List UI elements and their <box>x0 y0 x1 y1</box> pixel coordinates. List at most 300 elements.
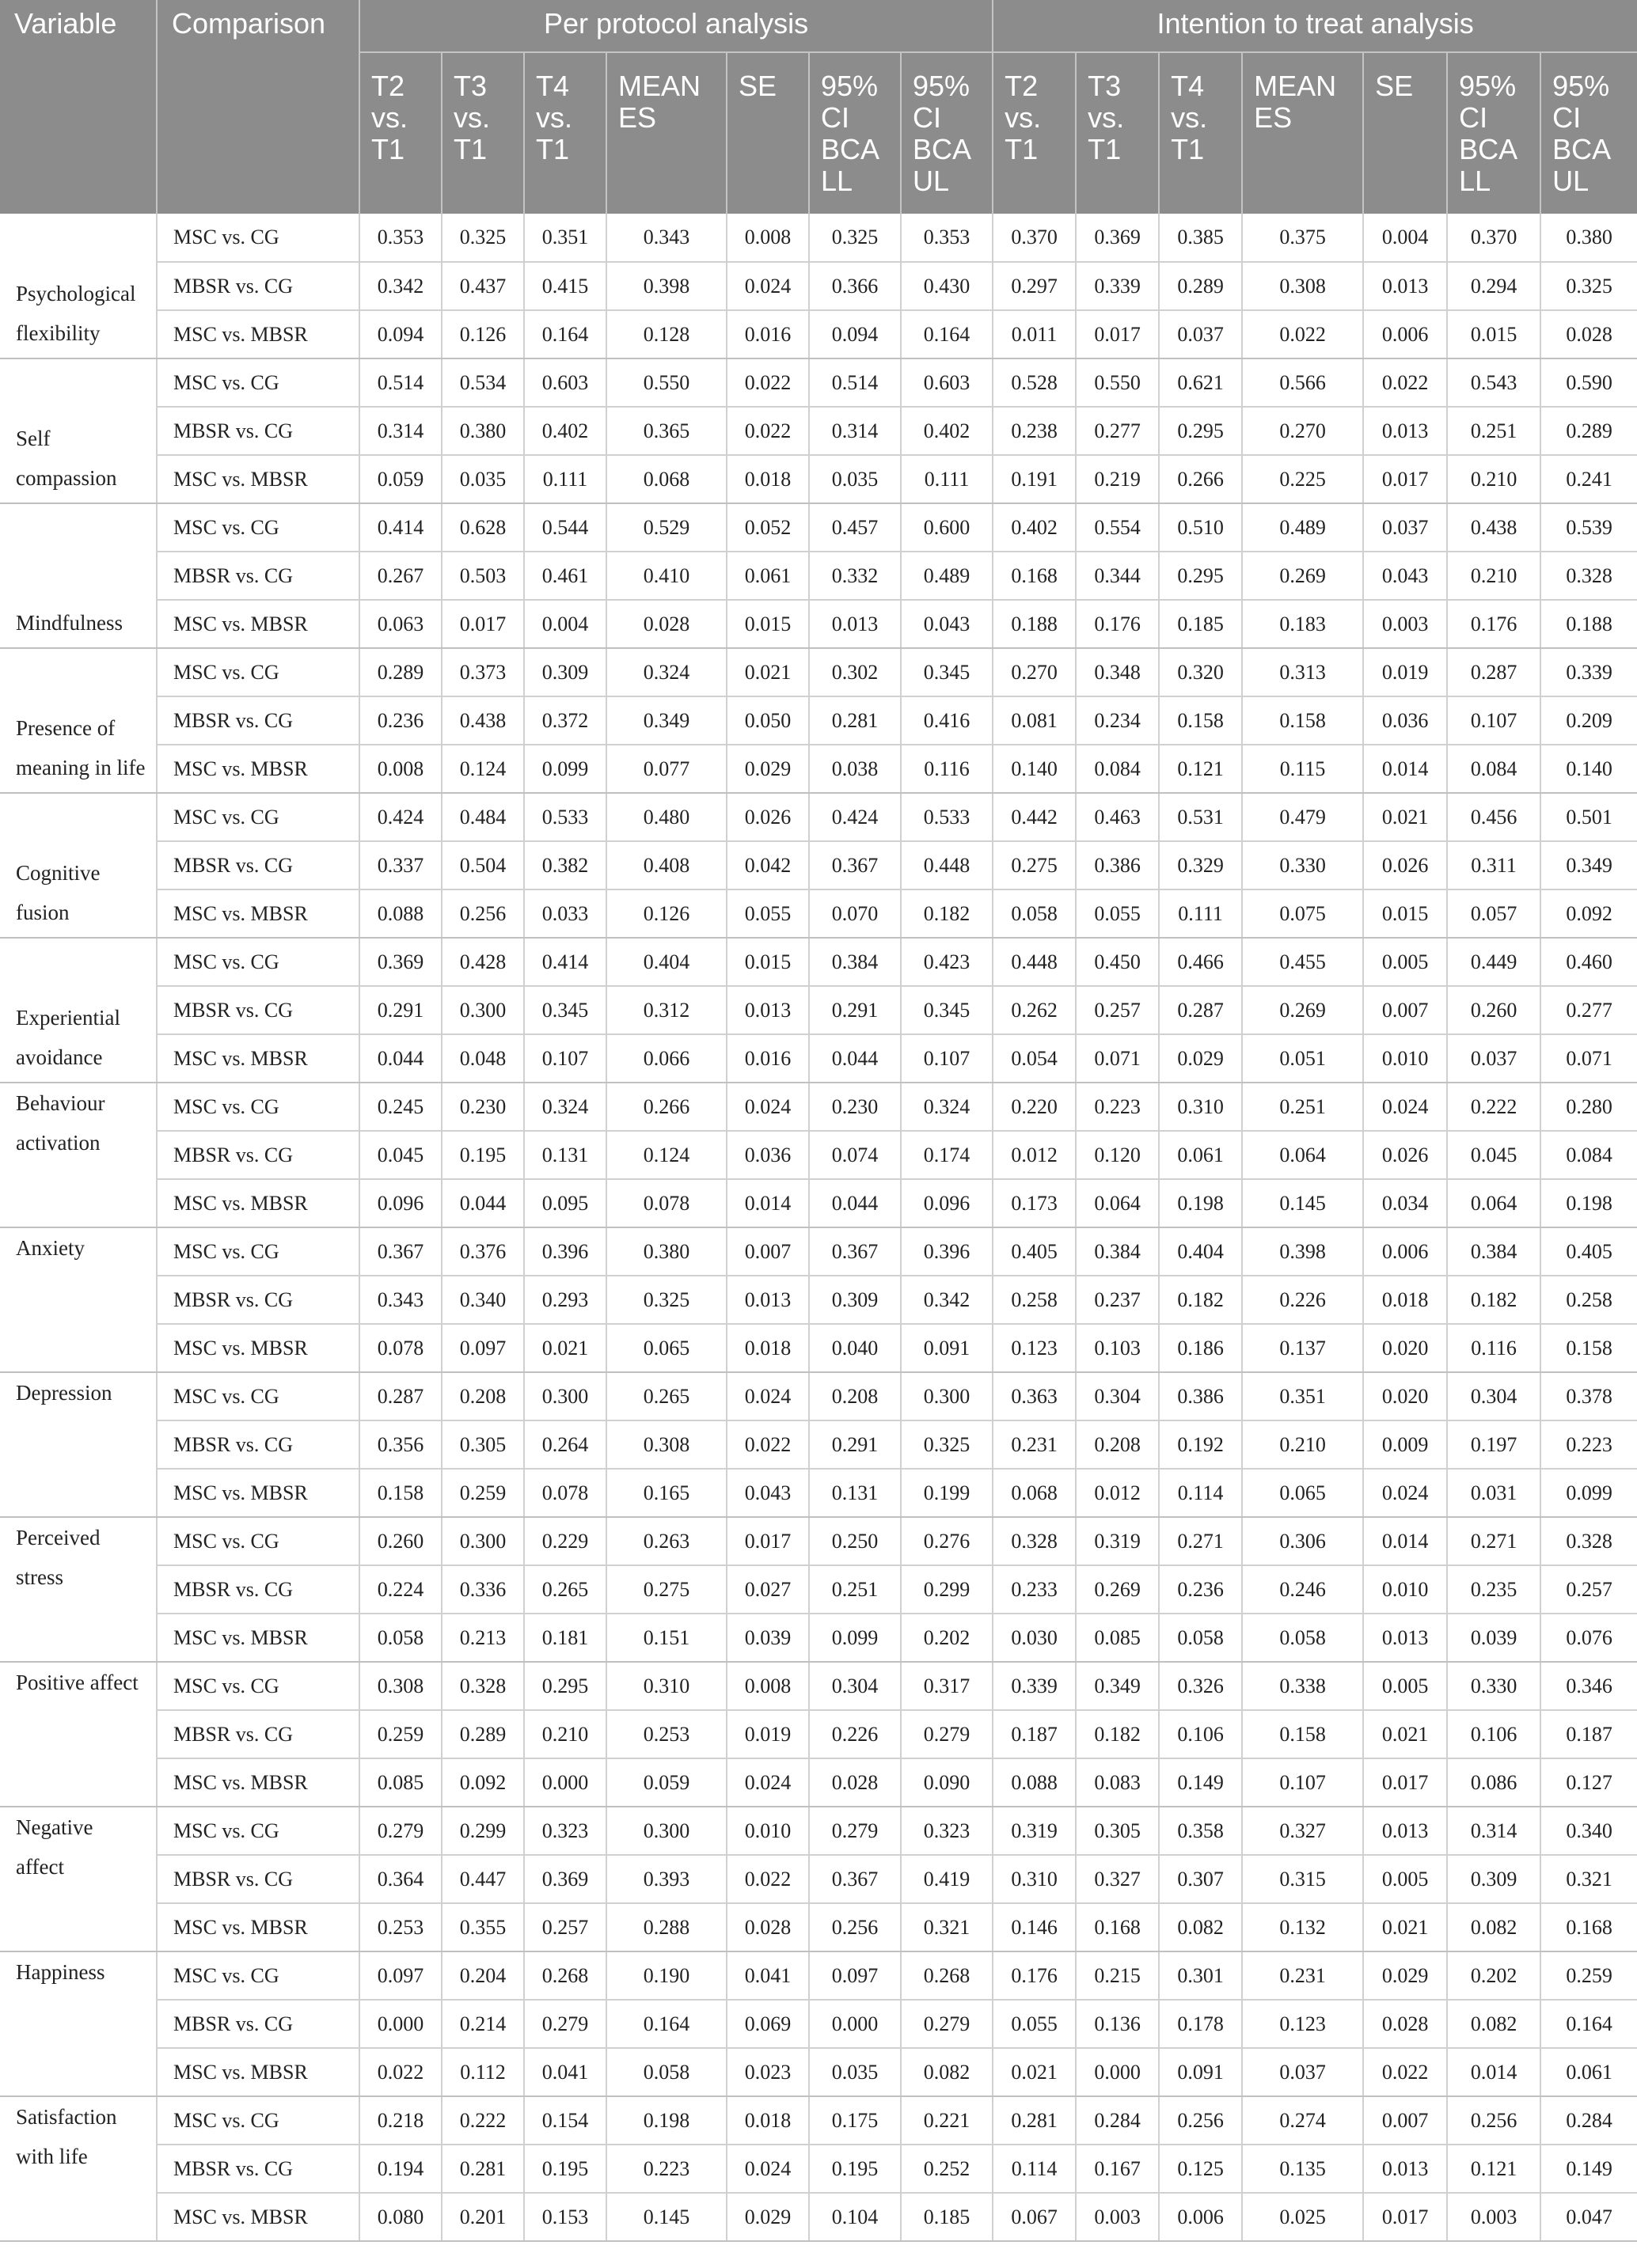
table-row <box>0 1855 1637 1903</box>
value-cell: 0.314 <box>809 407 901 455</box>
value-cell: 0.107 <box>901 1034 993 1083</box>
value-cell: 0.353 <box>901 214 993 262</box>
value-cell: 0.036 <box>727 1131 809 1179</box>
value-cell: 0.003 <box>1447 2193 1540 2241</box>
value-cell: 0.030 <box>993 1614 1076 1662</box>
value-cell: 0.121 <box>1159 745 1242 793</box>
value-cell: 0.294 <box>1447 262 1540 310</box>
value-cell: 0.323 <box>524 1807 606 1855</box>
comparison-cell: MSC vs. MBSR <box>157 1324 359 1372</box>
variable-cell: Presence of meaning in life <box>0 648 157 793</box>
value-cell: 0.320 <box>1159 648 1242 696</box>
value-cell: 0.233 <box>993 1565 1076 1614</box>
value-cell: 0.164 <box>1540 2000 1637 2048</box>
value-cell: 0.081 <box>993 696 1076 745</box>
value-cell: 0.048 <box>442 1034 524 1083</box>
table-row <box>0 986 1637 1034</box>
comparison-cell: MSC vs. CG <box>157 1227 359 1276</box>
value-cell: 0.236 <box>359 696 442 745</box>
value-cell: 0.484 <box>442 793 524 841</box>
value-cell: 0.603 <box>901 358 993 407</box>
value-cell: 0.182 <box>1447 1276 1540 1324</box>
value-cell: 0.014 <box>1363 745 1447 793</box>
value-cell: 0.063 <box>359 600 442 648</box>
value-cell: 0.176 <box>1447 600 1540 648</box>
value-cell: 0.353 <box>359 214 442 262</box>
value-cell: 0.279 <box>809 1807 901 1855</box>
value-cell: 0.489 <box>901 552 993 600</box>
subheader-pp-1: T3 vs. T1 <box>442 52 524 214</box>
value-cell: 0.058 <box>1242 1614 1363 1662</box>
value-cell: 0.188 <box>1540 600 1637 648</box>
value-cell: 0.215 <box>1076 1951 1159 2000</box>
value-cell: 0.287 <box>1447 648 1540 696</box>
value-cell: 0.092 <box>442 1758 524 1807</box>
value-cell: 0.287 <box>359 1372 442 1420</box>
table-row <box>0 310 1637 358</box>
value-cell: 0.428 <box>442 938 524 986</box>
value-cell: 0.351 <box>1242 1372 1363 1420</box>
value-cell: 0.208 <box>1076 1420 1159 1469</box>
value-cell: 0.393 <box>606 1855 727 1903</box>
value-cell: 0.252 <box>901 2145 993 2193</box>
value-cell: 0.084 <box>1076 745 1159 793</box>
value-cell: 0.005 <box>1363 1855 1447 1903</box>
value-cell: 0.198 <box>1540 1179 1637 1227</box>
value-cell: 0.237 <box>1076 1276 1159 1324</box>
value-cell: 0.225 <box>1242 455 1363 503</box>
value-cell: 0.031 <box>1447 1469 1540 1517</box>
value-cell: 0.022 <box>727 358 809 407</box>
value-cell: 0.145 <box>606 2193 727 2241</box>
value-cell: 0.534 <box>442 358 524 407</box>
value-cell: 0.061 <box>1540 2048 1637 2096</box>
value-cell: 0.136 <box>1076 2000 1159 2048</box>
value-cell: 0.339 <box>993 1662 1076 1710</box>
value-cell: 0.058 <box>359 1614 442 1662</box>
value-cell: 0.430 <box>901 262 993 310</box>
value-cell: 0.301 <box>1159 1951 1242 2000</box>
table-row <box>0 1276 1637 1324</box>
value-cell: 0.168 <box>1076 1903 1159 1951</box>
value-cell: 0.058 <box>606 2048 727 2096</box>
value-cell: 0.198 <box>1159 1179 1242 1227</box>
table-row <box>0 1807 1637 1855</box>
value-cell: 0.314 <box>359 407 442 455</box>
value-cell: 0.372 <box>524 696 606 745</box>
value-cell: 0.047 <box>1540 2193 1637 2241</box>
value-cell: 0.533 <box>901 793 993 841</box>
value-cell: 0.539 <box>1540 503 1637 552</box>
value-cell: 0.042 <box>727 841 809 889</box>
value-cell: 0.077 <box>606 745 727 793</box>
variable-cell: Positive affect <box>0 1662 157 1807</box>
value-cell: 0.455 <box>1242 938 1363 986</box>
value-cell: 0.260 <box>359 1517 442 1565</box>
value-cell: 0.140 <box>993 745 1076 793</box>
value-cell: 0.007 <box>727 1227 809 1276</box>
value-cell: 0.082 <box>901 2048 993 2096</box>
value-cell: 0.457 <box>809 503 901 552</box>
value-cell: 0.258 <box>1540 1276 1637 1324</box>
value-cell: 0.191 <box>993 455 1076 503</box>
value-cell: 0.043 <box>901 600 993 648</box>
value-cell: 0.324 <box>901 1083 993 1131</box>
value-cell: 0.015 <box>1363 889 1447 938</box>
value-cell: 0.192 <box>1159 1420 1242 1469</box>
value-cell: 0.223 <box>606 2145 727 2193</box>
variable-cell: Perceived stress <box>0 1517 157 1662</box>
value-cell: 0.223 <box>1076 1083 1159 1131</box>
value-cell: 0.424 <box>359 793 442 841</box>
value-cell: 0.268 <box>524 1951 606 2000</box>
comparison-cell: MSC vs. MBSR <box>157 1034 359 1083</box>
variable-cell: Experiential avoidance <box>0 938 157 1083</box>
value-cell: 0.064 <box>1447 1179 1540 1227</box>
value-cell: 0.043 <box>727 1469 809 1517</box>
value-cell: 0.091 <box>1159 2048 1242 2096</box>
header-comparison: Comparison <box>157 0 359 214</box>
value-cell: 0.028 <box>606 600 727 648</box>
value-cell: 0.018 <box>727 2096 809 2145</box>
value-cell: 0.543 <box>1447 358 1540 407</box>
value-cell: 0.311 <box>1447 841 1540 889</box>
value-cell: 0.015 <box>1447 310 1540 358</box>
table-row <box>0 2000 1637 2048</box>
value-cell: 0.328 <box>442 1662 524 1710</box>
value-cell: 0.355 <box>442 1903 524 1951</box>
value-cell: 0.308 <box>606 1420 727 1469</box>
value-cell: 0.158 <box>1242 696 1363 745</box>
value-cell: 0.234 <box>1076 696 1159 745</box>
value-cell: 0.039 <box>727 1614 809 1662</box>
table-row <box>0 455 1637 503</box>
value-cell: 0.075 <box>1242 889 1363 938</box>
comparison-cell: MBSR vs. CG <box>157 2000 359 2048</box>
value-cell: 0.154 <box>524 2096 606 2145</box>
value-cell: 0.386 <box>1076 841 1159 889</box>
value-cell: 0.058 <box>1159 1614 1242 1662</box>
comparison-cell: MBSR vs. CG <box>157 1131 359 1179</box>
value-cell: 0.404 <box>606 938 727 986</box>
subheader-itt-1: T3 vs. T1 <box>1076 52 1159 214</box>
value-cell: 0.328 <box>1540 1517 1637 1565</box>
value-cell: 0.013 <box>809 600 901 648</box>
value-cell: 0.257 <box>1076 986 1159 1034</box>
value-cell: 0.253 <box>359 1903 442 1951</box>
value-cell: 0.396 <box>901 1227 993 1276</box>
value-cell: 0.402 <box>901 407 993 455</box>
value-cell: 0.214 <box>442 2000 524 2048</box>
value-cell: 0.164 <box>606 2000 727 2048</box>
value-cell: 0.369 <box>524 1855 606 1903</box>
value-cell: 0.013 <box>1363 1807 1447 1855</box>
comparison-cell: MSC vs. MBSR <box>157 1758 359 1807</box>
value-cell: 0.300 <box>442 1517 524 1565</box>
value-cell: 0.076 <box>1540 1614 1637 1662</box>
value-cell: 0.281 <box>809 696 901 745</box>
value-cell: 0.000 <box>359 2000 442 2048</box>
value-cell: 0.343 <box>359 1276 442 1324</box>
value-cell: 0.026 <box>1363 1131 1447 1179</box>
value-cell: 0.022 <box>727 1855 809 1903</box>
subheader-pp-3: MEAN ES <box>606 52 727 214</box>
value-cell: 0.317 <box>901 1662 993 1710</box>
value-cell: 0.385 <box>1159 214 1242 262</box>
value-cell: 0.126 <box>442 310 524 358</box>
value-cell: 0.208 <box>809 1372 901 1420</box>
value-cell: 0.080 <box>359 2193 442 2241</box>
value-cell: 0.024 <box>727 2145 809 2193</box>
comparison-cell: MSC vs. CG <box>157 938 359 986</box>
value-cell: 0.210 <box>1242 1420 1363 1469</box>
value-cell: 0.039 <box>1447 1614 1540 1662</box>
comparison-cell: MBSR vs. CG <box>157 1855 359 1903</box>
value-cell: 0.235 <box>1447 1565 1540 1614</box>
value-cell: 0.460 <box>1540 938 1637 986</box>
value-cell: 0.480 <box>606 793 727 841</box>
value-cell: 0.107 <box>1447 696 1540 745</box>
value-cell: 0.324 <box>524 1083 606 1131</box>
comparison-cell: MSC vs. CG <box>157 1083 359 1131</box>
value-cell: 0.330 <box>1242 841 1363 889</box>
value-cell: 0.014 <box>1447 2048 1540 2096</box>
value-cell: 0.279 <box>901 2000 993 2048</box>
value-cell: 0.231 <box>993 1420 1076 1469</box>
value-cell: 0.197 <box>1447 1420 1540 1469</box>
value-cell: 0.099 <box>809 1614 901 1662</box>
value-cell: 0.198 <box>606 2096 727 2145</box>
value-cell: 0.448 <box>901 841 993 889</box>
value-cell: 0.082 <box>1447 1903 1540 1951</box>
value-cell: 0.195 <box>442 1131 524 1179</box>
value-cell: 0.489 <box>1242 503 1363 552</box>
value-cell: 0.345 <box>901 648 993 696</box>
subheader-itt-4: SE <box>1363 52 1447 214</box>
value-cell: 0.044 <box>809 1179 901 1227</box>
value-cell: 0.256 <box>1159 2096 1242 2145</box>
value-cell: 0.022 <box>1363 358 1447 407</box>
value-cell: 0.313 <box>1242 648 1363 696</box>
value-cell: 0.224 <box>359 1565 442 1614</box>
value-cell: 0.034 <box>1363 1179 1447 1227</box>
value-cell: 0.265 <box>524 1565 606 1614</box>
value-cell: 0.269 <box>1076 1565 1159 1614</box>
value-cell: 0.037 <box>1447 1034 1540 1083</box>
comparison-cell: MBSR vs. CG <box>157 841 359 889</box>
value-cell: 0.259 <box>359 1710 442 1758</box>
value-cell: 0.416 <box>901 696 993 745</box>
value-cell: 0.092 <box>1540 889 1637 938</box>
value-cell: 0.222 <box>442 2096 524 2145</box>
comparison-cell: MBSR vs. CG <box>157 1420 359 1469</box>
value-cell: 0.018 <box>727 455 809 503</box>
value-cell: 0.164 <box>524 310 606 358</box>
comparison-cell: MSC vs. CG <box>157 2096 359 2145</box>
value-cell: 0.000 <box>1076 2048 1159 2096</box>
value-cell: 0.010 <box>1363 1565 1447 1614</box>
table-row <box>0 503 1637 552</box>
value-cell: 0.202 <box>1447 1951 1540 2000</box>
value-cell: 0.277 <box>1540 986 1637 1034</box>
value-cell: 0.346 <box>1540 1662 1637 1710</box>
value-cell: 0.114 <box>1159 1469 1242 1517</box>
value-cell: 0.319 <box>993 1807 1076 1855</box>
comparison-cell: MBSR vs. CG <box>157 2145 359 2193</box>
value-cell: 0.005 <box>1363 1662 1447 1710</box>
value-cell: 0.550 <box>1076 358 1159 407</box>
header-per-protocol: Per protocol analysis <box>359 0 993 52</box>
value-cell: 0.326 <box>1159 1662 1242 1710</box>
value-cell: 0.600 <box>901 503 993 552</box>
value-cell: 0.293 <box>524 1276 606 1324</box>
value-cell: 0.018 <box>727 1324 809 1372</box>
comparison-cell: MBSR vs. CG <box>157 986 359 1034</box>
value-cell: 0.566 <box>1242 358 1363 407</box>
value-cell: 0.006 <box>1363 310 1447 358</box>
variable-cell: Satisfaction with life <box>0 2096 157 2241</box>
table-row <box>0 1324 1637 1372</box>
variable-cell: Behaviour activation <box>0 1083 157 1227</box>
table-row <box>0 1179 1637 1227</box>
value-cell: 0.241 <box>1540 455 1637 503</box>
value-cell: 0.223 <box>1540 1420 1637 1469</box>
value-cell: 0.181 <box>524 1614 606 1662</box>
value-cell: 0.146 <box>993 1903 1076 1951</box>
value-cell: 0.013 <box>1363 262 1447 310</box>
value-cell: 0.287 <box>1159 986 1242 1034</box>
value-cell: 0.253 <box>606 1710 727 1758</box>
value-cell: 0.107 <box>524 1034 606 1083</box>
value-cell: 0.315 <box>1242 1855 1363 1903</box>
value-cell: 0.263 <box>606 1517 727 1565</box>
value-cell: 0.329 <box>1159 841 1242 889</box>
value-cell: 0.013 <box>727 986 809 1034</box>
value-cell: 0.037 <box>1363 503 1447 552</box>
value-cell: 0.096 <box>359 1179 442 1227</box>
value-cell: 0.024 <box>727 1372 809 1420</box>
value-cell: 0.218 <box>359 2096 442 2145</box>
value-cell: 0.038 <box>809 745 901 793</box>
value-cell: 0.069 <box>727 2000 809 2048</box>
variable-cell: Anxiety <box>0 1227 157 1372</box>
value-cell: 0.111 <box>524 455 606 503</box>
value-cell: 0.402 <box>524 407 606 455</box>
value-cell: 0.037 <box>1159 310 1242 358</box>
value-cell: 0.168 <box>1540 1903 1637 1951</box>
comparison-cell: MBSR vs. CG <box>157 696 359 745</box>
table-row <box>0 358 1637 407</box>
value-cell: 0.005 <box>1363 938 1447 986</box>
value-cell: 0.279 <box>901 1710 993 1758</box>
value-cell: 0.398 <box>606 262 727 310</box>
table-row <box>0 407 1637 455</box>
value-cell: 0.328 <box>993 1517 1076 1565</box>
value-cell: 0.055 <box>993 2000 1076 2048</box>
value-cell: 0.022 <box>1242 310 1363 358</box>
table-row <box>0 1903 1637 1951</box>
comparison-cell: MSC vs. MBSR <box>157 1903 359 1951</box>
subheader-pp-2: T4 vs. T1 <box>524 52 606 214</box>
value-cell: 0.112 <box>442 2048 524 2096</box>
value-cell: 0.204 <box>442 1951 524 2000</box>
value-cell: 0.514 <box>809 358 901 407</box>
value-cell: 0.325 <box>809 214 901 262</box>
table-row <box>0 745 1637 793</box>
value-cell: 0.003 <box>1363 600 1447 648</box>
value-cell: 0.003 <box>1076 2193 1159 2241</box>
value-cell: 0.054 <box>993 1034 1076 1083</box>
value-cell: 0.021 <box>993 2048 1076 2096</box>
value-cell: 0.024 <box>727 1758 809 1807</box>
value-cell: 0.408 <box>606 841 727 889</box>
value-cell: 0.006 <box>1159 2193 1242 2241</box>
table-row <box>0 1614 1637 1662</box>
value-cell: 0.043 <box>1363 552 1447 600</box>
variable-cell: Mindfulness <box>0 503 157 648</box>
value-cell: 0.000 <box>524 1758 606 1807</box>
value-cell: 0.309 <box>809 1276 901 1324</box>
value-cell: 0.185 <box>901 2193 993 2241</box>
value-cell: 0.343 <box>606 214 727 262</box>
value-cell: 0.029 <box>1363 1951 1447 2000</box>
value-cell: 0.384 <box>1447 1227 1540 1276</box>
value-cell: 0.123 <box>1242 2000 1363 2048</box>
subheader-pp-6: 95% CI BCA UL <box>901 52 993 214</box>
value-cell: 0.267 <box>359 552 442 600</box>
value-cell: 0.096 <box>901 1179 993 1227</box>
value-cell: 0.367 <box>809 1855 901 1903</box>
value-cell: 0.466 <box>1159 938 1242 986</box>
value-cell: 0.309 <box>524 648 606 696</box>
variable-cell: Happiness <box>0 1951 157 2096</box>
subheader-itt-0: T2 vs. T1 <box>993 52 1076 214</box>
value-cell: 0.016 <box>727 1034 809 1083</box>
variable-cell: Cognitive fusion <box>0 793 157 938</box>
value-cell: 0.111 <box>901 455 993 503</box>
value-cell: 0.158 <box>1159 696 1242 745</box>
value-cell: 0.276 <box>901 1517 993 1565</box>
value-cell: 0.085 <box>359 1758 442 1807</box>
value-cell: 0.029 <box>1159 1034 1242 1083</box>
value-cell: 0.035 <box>809 2048 901 2096</box>
comparison-cell: MSC vs. MBSR <box>157 455 359 503</box>
value-cell: 0.104 <box>809 2193 901 2241</box>
value-cell: 0.012 <box>993 1131 1076 1179</box>
value-cell: 0.356 <box>359 1420 442 1469</box>
value-cell: 0.299 <box>442 1807 524 1855</box>
variable-cell: Psychological flexibility <box>0 214 157 358</box>
value-cell: 0.310 <box>1159 1083 1242 1131</box>
value-cell: 0.078 <box>359 1324 442 1372</box>
value-cell: 0.297 <box>993 262 1076 310</box>
value-cell: 0.325 <box>606 1276 727 1324</box>
value-cell: 0.384 <box>1076 1227 1159 1276</box>
value-cell: 0.061 <box>1159 1131 1242 1179</box>
value-cell: 0.370 <box>993 214 1076 262</box>
value-cell: 0.304 <box>1447 1372 1540 1420</box>
value-cell: 0.257 <box>1540 1565 1637 1614</box>
value-cell: 0.041 <box>727 1951 809 2000</box>
comparison-cell: MSC vs. CG <box>157 214 359 262</box>
value-cell: 0.125 <box>1159 2145 1242 2193</box>
value-cell: 0.300 <box>442 986 524 1034</box>
value-cell: 0.019 <box>727 1710 809 1758</box>
value-cell: 0.040 <box>809 1324 901 1372</box>
value-cell: 0.419 <box>901 1855 993 1903</box>
value-cell: 0.013 <box>727 1276 809 1324</box>
value-cell: 0.337 <box>359 841 442 889</box>
